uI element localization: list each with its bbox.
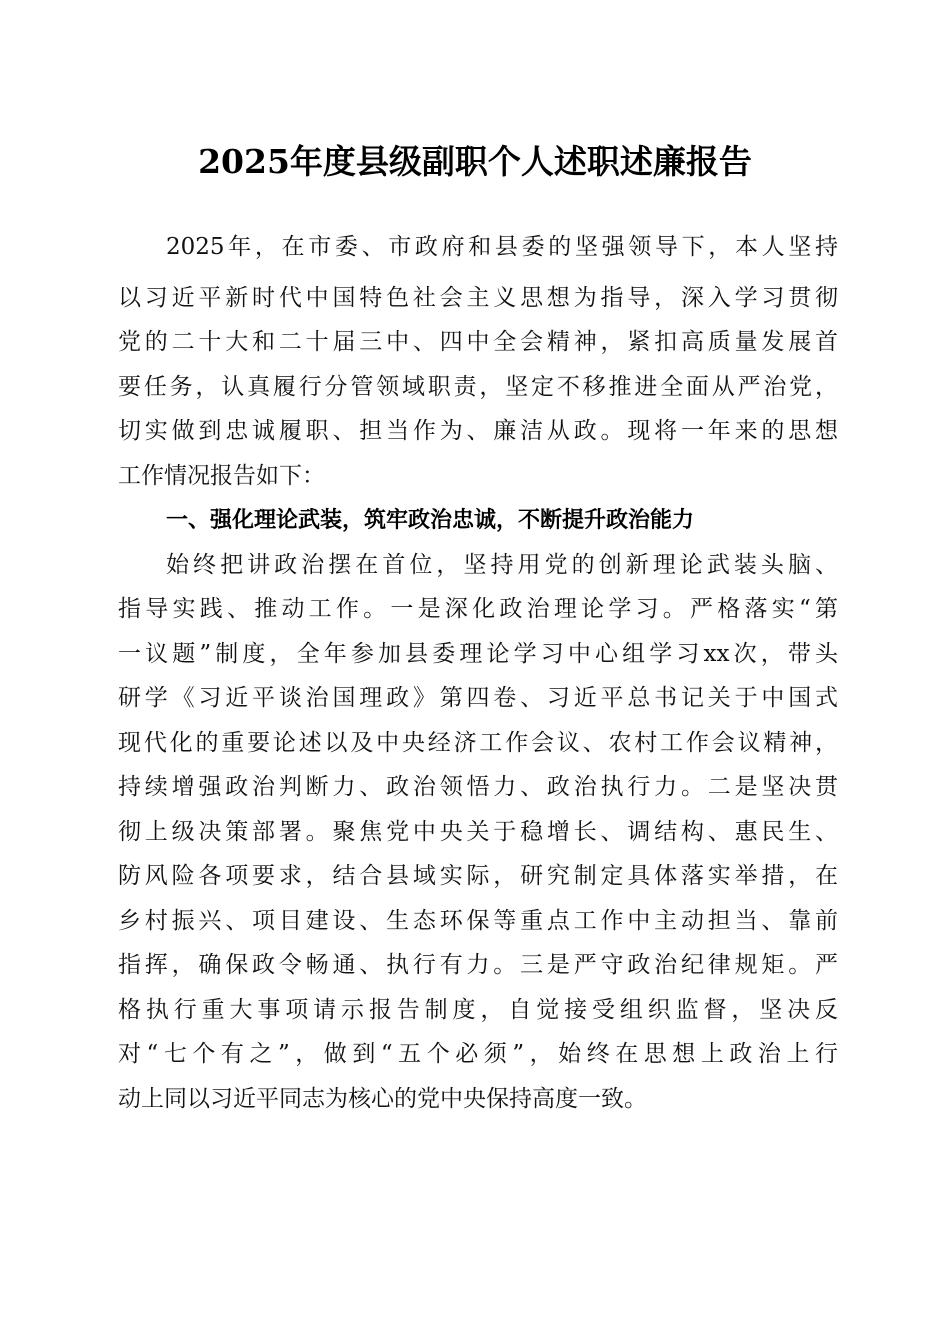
body-line: 乡村振兴、项目建设、生态环保等重点工作中主动担当、靠前 (118, 908, 838, 934)
body-line: 对“七个有之”，做到“五个必须”，始终在思想上政治上行 (118, 1041, 838, 1067)
document-title: 2025年度县级副职个人述职述廉报告 (198, 142, 752, 181)
body-line: 始终把讲政治摆在首位，坚持用党的创新理论武装头脑、 (166, 552, 838, 578)
intro-line: 党的二十大和二十届三中、四中全会精神，紧扣高质量发展首 (118, 329, 838, 355)
body-line: 防风险各项要求，结合县域实际，研究制定具体落实举措，在 (118, 863, 838, 889)
section-heading: 一、强化理论武装，筑牢政治忠诚，不断提升政治能力 (166, 508, 695, 533)
body-line: 一议题”制度，全年参加县委理论学习中心组学习xx次，带头 (118, 641, 838, 667)
body-line: 现代化的重要论述以及中央经济工作会议、农村工作会议精神， (118, 730, 838, 756)
intro-line: 要任务，认真履行分管领域职责，坚定不移推进全面从严治党， (118, 374, 838, 400)
body-line: 指导实践、推动工作。一是深化政治理论学习。严格落实“第 (118, 596, 838, 622)
intro-line: 以习近平新时代中国特色社会主义思想为指导，深入学习贯彻 (118, 285, 838, 311)
body-line: 动上同以习近平同志为核心的党中央保持高度一致。 (118, 1086, 647, 1112)
intro-line: 工作情况报告如下： (118, 463, 325, 489)
body-line: 格执行重大事项请示报告制度，自觉接受组织监督，坚决反 (118, 997, 838, 1023)
intro-line: 2025年，在市委、市政府和县委的坚强领导下，本人坚持 (166, 234, 838, 260)
body-line: 持续增强政治判断力、政治领悟力、政治执行力。二是坚决贯 (118, 774, 838, 800)
body-line: 研学《习近平谈治国理政》第四卷、习近平总书记关于中国式 (118, 685, 838, 711)
body-line: 彻上级决策部署。聚焦党中央关于稳增长、调结构、惠民生、 (118, 819, 838, 845)
intro-line: 切实做到忠诚履职、担当作为、廉洁从政。现将一年来的思想 (118, 418, 838, 444)
body-line: 指挥，确保政令畅通、执行有力。三是严守政治纪律规矩。严 (118, 952, 838, 978)
